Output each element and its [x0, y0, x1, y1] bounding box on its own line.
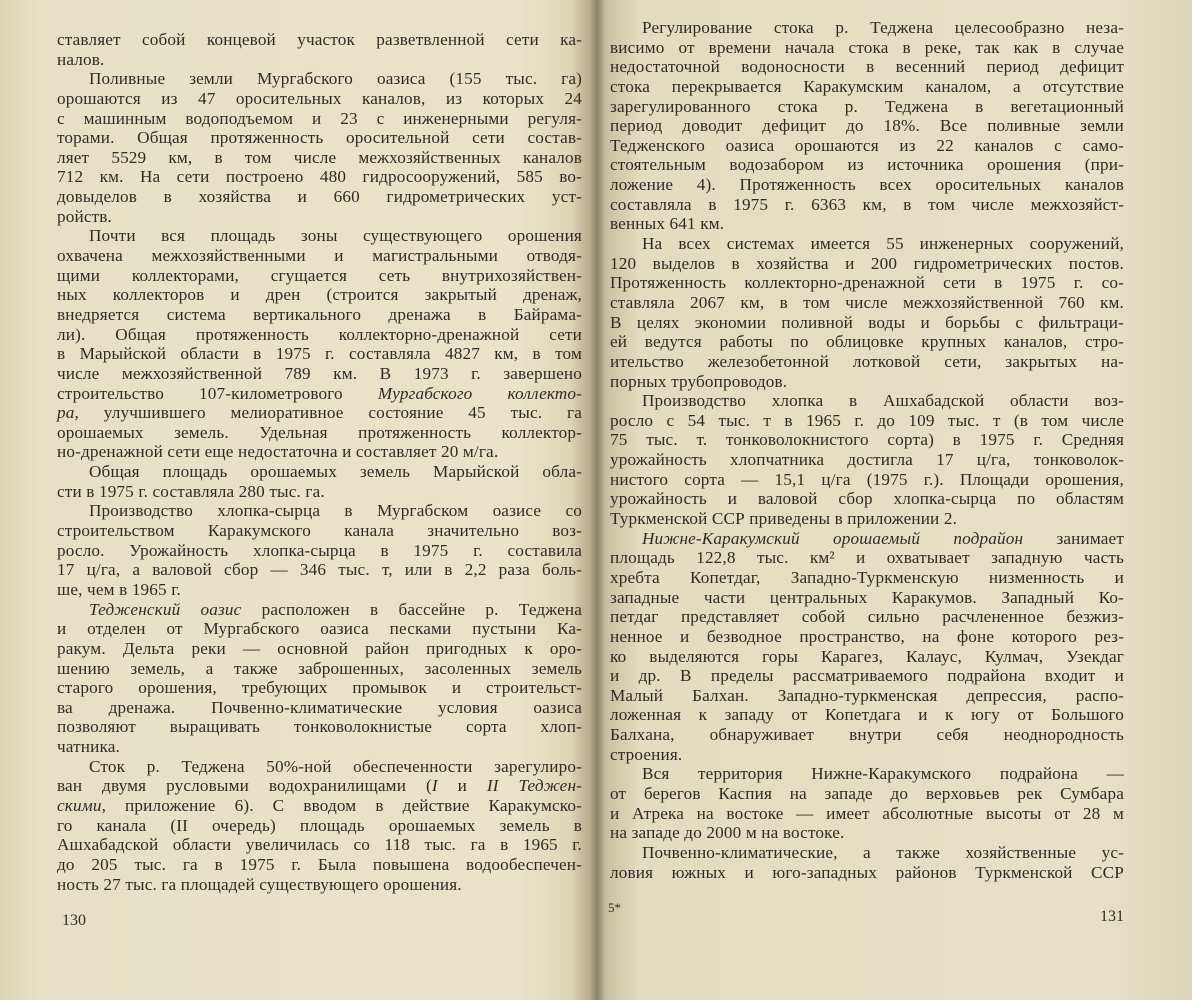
- text-run: орошаемых земель. Удельная протяженность коллектор-: [57, 422, 582, 442]
- paragraph: [57, 226, 582, 462]
- text-run: ловия южных и юго-западных районов Туркменской ССР: [610, 862, 1124, 882]
- text-line: [610, 627, 1124, 647]
- italic-term: Мургабского коллекто-: [377, 383, 582, 403]
- text-line: [610, 254, 1124, 274]
- page-number: 130: [62, 912, 86, 929]
- text-run: Балхана, обнаруживает внутри себя неоднородность: [610, 725, 1124, 745]
- text-line: [57, 796, 582, 816]
- text-line: [57, 207, 582, 227]
- text-run: недостаточной водоносности в весенний период дефицит: [610, 57, 1124, 77]
- text-line: [57, 659, 582, 679]
- text-run: росло с 54 тыс. т в 1965 г. до 109 тыс. т (в том числе: [610, 410, 1124, 430]
- text-run: но-дренажной сети еще недостаточна и составляет 20 м/га.: [57, 442, 499, 462]
- paragraph: [57, 30, 582, 69]
- paragraph: [610, 234, 1124, 391]
- text-line: [57, 737, 582, 757]
- text-line: [610, 784, 1124, 804]
- text-line: [57, 246, 582, 266]
- text-run: сти в 1975 г. составляла 280 тыс. га.: [57, 481, 325, 501]
- text-line: [57, 109, 582, 129]
- text-run: и отделен от Мургабского оазиса песками пустыни Ка-: [57, 619, 582, 639]
- text-run: стоятельным водозабором из источника орошения (при-: [610, 155, 1124, 175]
- text-line: [57, 698, 582, 718]
- text-run: го канала (II очередь) площадь орошаемых земель в: [57, 815, 582, 835]
- text-line: [610, 332, 1124, 352]
- text-line: [57, 423, 582, 443]
- text-run: шению земель, а также заброшенных, засоленных земель: [57, 658, 582, 678]
- text-run: На всех системах имеется 55 инженерных сооружений,: [642, 234, 1124, 254]
- text-line: [610, 666, 1124, 686]
- text-line: [610, 273, 1124, 293]
- italic-term: ра,: [57, 403, 79, 423]
- text-line: [57, 69, 582, 89]
- text-run: ройств.: [57, 206, 112, 226]
- text-line: [57, 50, 582, 70]
- text-line: [610, 116, 1124, 136]
- text-run: ко выделяются горы Карагез, Калаус, Кулмач, Узекдаг: [610, 646, 1124, 666]
- text-line: [57, 285, 582, 305]
- text-run: ительство железобетонной лотковой сети, закрытых на-: [610, 351, 1124, 371]
- text-line: [610, 430, 1124, 450]
- text-line: [57, 482, 582, 502]
- text-line: [57, 30, 582, 50]
- text-run: ляет 5529 км, в том числе межхозяйственных каналов: [57, 147, 582, 167]
- text-line: [57, 717, 582, 737]
- right-page: [610, 0, 1124, 1000]
- text-line: [57, 855, 582, 875]
- text-run: западные части центральных Каракумов. Западный Ко-: [610, 587, 1124, 607]
- text-line: [610, 529, 1124, 549]
- text-line: [610, 77, 1124, 97]
- text-run: 120 выделов в хозяйства и 200 гидрометрических постов.: [610, 253, 1124, 273]
- italic-term: скими,: [57, 795, 107, 815]
- text-line: [57, 875, 582, 895]
- text-run: улучшившего мелиоративное состояние 45 тыс. га: [78, 403, 582, 423]
- text-line: [57, 462, 582, 482]
- text-line: [57, 678, 582, 698]
- text-run: урожайность хлопчатника достигла 17 ц/га, тонковолок-: [610, 450, 1124, 470]
- italic-term: I: [431, 776, 438, 796]
- text-run: Производство хлопка в Ашхабадской области воз-: [642, 391, 1124, 411]
- text-line: [57, 364, 582, 384]
- text-run: площадь 122,8 тыс. км² и охватывает западную часть: [610, 548, 1124, 568]
- paragraph: [57, 757, 582, 894]
- text-line: [610, 155, 1124, 175]
- text-run: В целях экономии поливной воды и борьбы с фильтраци-: [610, 312, 1124, 332]
- text-run: ненное и безводное пространство, на фоне которого рез-: [610, 626, 1124, 646]
- text-line: [57, 305, 582, 325]
- text-run: ван двумя русловыми водохранилищами (: [57, 776, 432, 796]
- text-run: зарегулированного стока р. Теджена в вегетационный: [610, 96, 1124, 116]
- paragraph: [610, 18, 1124, 234]
- text-line: [57, 816, 582, 836]
- text-run: занимает: [1023, 528, 1124, 548]
- text-run: ность 27 тыс. га площадей существующего орошения.: [57, 874, 462, 894]
- text-run: урожайность и валовой сбор хлопка-сырца по областям: [610, 489, 1124, 509]
- text-line: [610, 509, 1124, 529]
- text-run: росло. Урожайность хлопка-сырца в 1975 г. составила: [57, 540, 582, 560]
- text-run: Малый Балхан. Западно-туркменская депрессия, распо-: [610, 685, 1124, 705]
- text-line: [610, 823, 1124, 843]
- text-line: [610, 372, 1124, 392]
- text-run: ли). Общая протяженность коллекторно-дренажной сети: [57, 324, 582, 344]
- italic-term: Нижне-Каракумский орошаемый подрайон: [642, 528, 1024, 548]
- text-run: щими коллекторами, сгущается сеть внутрихозяйствен-: [57, 265, 582, 285]
- text-run: ложение 4). Протяженность всех оросительных каналов: [610, 175, 1124, 195]
- text-run: ше, чем в 1965 г.: [57, 579, 181, 599]
- text-line: [610, 647, 1124, 667]
- text-run: охвачена межхозяйственными и магистральными отводя-: [57, 246, 582, 266]
- text-line: [610, 843, 1124, 863]
- text-run: торами. Общая протяженность оросительной сети состав-: [57, 128, 582, 148]
- text-run: Ашхабадской области увеличилась со 118 тыс. га в 1965 г.: [57, 835, 582, 855]
- text-line: [610, 18, 1124, 38]
- text-run: орошаются из 47 оросительных каналов, из которых 24: [57, 88, 582, 108]
- text-line: [57, 128, 582, 148]
- right-page-text: [610, 18, 1124, 882]
- text-run: позволяют выращивать тонковолокнистые сорта хлоп-: [57, 717, 582, 737]
- text-line: [610, 745, 1124, 765]
- text-run: ей ведутся работы по облицовке крупных каналов, стро-: [610, 332, 1124, 352]
- text-line: [610, 863, 1124, 883]
- text-line: [610, 705, 1124, 725]
- paragraph: [610, 843, 1124, 882]
- text-run: до 205 тыс. га в 1975 г. Была повышена водообеспечен-: [57, 854, 582, 874]
- text-run: 75 тыс. т. тонковолокнистого сорта) в 1975 г. Средняя: [610, 430, 1124, 450]
- text-run: нистого сорта — 15,1 ц/га (1975 г.). Площади орошения,: [610, 469, 1124, 489]
- text-run: ложенная к западу от Копетдага и к югу от Большого: [610, 705, 1124, 725]
- text-run: расположен в бассейне р. Теджена: [241, 599, 582, 619]
- left-page: [57, 0, 582, 1000]
- text-run: ставляет собой концевой участок разветвленной сети ка-: [57, 30, 582, 49]
- text-line: [57, 442, 582, 462]
- text-line: [57, 167, 582, 187]
- text-run: с машинным водоподъемом и 23 с инженерными регуля-: [57, 108, 582, 128]
- text-run: Почти вся площадь зоны существующего орошения: [89, 226, 582, 246]
- text-line: [610, 313, 1124, 333]
- text-run: хребта Копетдаг, Западно-Туркменскую низменность и: [610, 567, 1124, 587]
- text-line: [57, 580, 582, 600]
- text-line: [610, 411, 1124, 431]
- text-run: 712 км. На сети построено 480 гидросооружений, 585 во-: [57, 167, 582, 187]
- paragraph: [57, 69, 582, 226]
- text-line: [610, 686, 1124, 706]
- text-line: [610, 725, 1124, 745]
- text-run: внедряется система вертикального дренажа в Байрама-: [57, 304, 582, 324]
- text-line: [610, 568, 1124, 588]
- text-line: [610, 234, 1124, 254]
- text-line: [57, 757, 582, 777]
- left-page-text: [57, 30, 582, 894]
- text-run: от берегов Каспия на западе до верховьев рек Сумбара: [610, 783, 1124, 803]
- text-line: [57, 384, 582, 404]
- text-line: [57, 560, 582, 580]
- text-line: [57, 619, 582, 639]
- text-line: [610, 607, 1124, 627]
- signature-mark: 5*: [608, 900, 621, 915]
- text-line: [57, 325, 582, 345]
- text-run: ва дренажа. Почвенно-климатические условия оазиса: [57, 697, 582, 717]
- paragraph: [610, 391, 1124, 528]
- text-line: [57, 148, 582, 168]
- paragraph: [57, 501, 582, 599]
- text-run: чатника.: [57, 737, 120, 757]
- text-run: висимо от времени начала стока в реке, так как в случае: [610, 37, 1124, 57]
- text-run: 17 ц/га, а валовой сбор — 346 тыс. т, или в 2,2 раза боль-: [57, 560, 582, 580]
- text-line: [57, 835, 582, 855]
- text-line: [610, 450, 1124, 470]
- text-line: [610, 214, 1124, 234]
- text-run: строительство 107-километрового: [57, 383, 378, 403]
- text-line: [610, 489, 1124, 509]
- text-line: [610, 470, 1124, 490]
- text-line: [610, 175, 1124, 195]
- text-run: Туркменской ССР приведены в приложении 2.: [610, 509, 958, 529]
- text-line: [610, 136, 1124, 156]
- text-line: [57, 226, 582, 246]
- text-line: [610, 352, 1124, 372]
- text-line: [57, 403, 582, 423]
- text-run: довыделов в хозяйства и 660 гидрометрических уст-: [57, 187, 582, 207]
- text-run: ных коллекторов и дрен (строится закрытый дренаж,: [57, 285, 582, 305]
- text-run: порных трубопроводов.: [610, 371, 788, 391]
- text-run: в Марыйской области в 1975 г. составляла 4827 км, в том: [57, 344, 582, 364]
- text-run: и Атрека на востоке — имеет абсолютные высоты от 28 м: [610, 803, 1124, 823]
- text-line: [57, 639, 582, 659]
- text-run: Регулирование стока р. Теджена целесообразно неза-: [642, 18, 1124, 37]
- text-run: Вся территория Нижне-Каракумского подрайона —: [642, 764, 1124, 784]
- italic-term: II Теджен-: [486, 776, 582, 796]
- paragraph: [610, 529, 1124, 765]
- text-run: Поливные земли Мургабского оазиса (155 тыс. га): [89, 69, 582, 89]
- text-run: составляла в 1975 г. 6363 км, в том числе межхозяйст-: [610, 194, 1124, 214]
- text-line: [610, 548, 1124, 568]
- text-run: налов.: [57, 49, 105, 69]
- text-run: период доводит дефицит до 18%. Все поливные земли: [610, 116, 1124, 136]
- text-run: Общая площадь орошаемых земель Марыйской обла-: [89, 462, 582, 482]
- text-run: и: [437, 776, 487, 796]
- text-run: старого орошения, требующих промывок и строительст-: [57, 678, 582, 698]
- text-run: ставляла 2067 км, в том числе межхозяйственной 760 км.: [610, 292, 1124, 312]
- text-line: [610, 764, 1124, 784]
- text-run: венных 641 км.: [610, 214, 725, 234]
- text-run: на западе до 2000 м на востоке.: [610, 823, 845, 843]
- text-line: [610, 57, 1124, 77]
- text-line: [610, 195, 1124, 215]
- text-run: строительством Каракумского канала значительно воз-: [57, 521, 582, 541]
- paragraph: [610, 764, 1124, 843]
- text-run: Производство хлопка-сырца в Мургабском оазисе со: [89, 501, 582, 521]
- text-line: [610, 38, 1124, 58]
- text-run: петдаг представляет собой сильно расчлененное безжиз-: [610, 607, 1124, 627]
- text-run: ракум. Дельта реки — основной район пригодных к оро-: [57, 638, 582, 658]
- text-line: [57, 89, 582, 109]
- text-run: Сток р. Теджена 50%-ной обеспеченности зарегулиро-: [89, 756, 582, 776]
- text-run: Тедженского оазиса орошаются из 22 каналов с само-: [610, 135, 1124, 155]
- text-line: [610, 97, 1124, 117]
- text-line: [57, 521, 582, 541]
- paragraph: [57, 600, 582, 757]
- text-line: [57, 187, 582, 207]
- text-line: [57, 776, 582, 796]
- text-run: Почвенно-климатические, а также хозяйственные ус-: [642, 842, 1124, 862]
- text-run: строения.: [610, 744, 683, 764]
- paragraph: [57, 462, 582, 501]
- text-run: и др. В пределы рассматриваемого подрайона входит и: [610, 666, 1124, 686]
- italic-term: Теджeнский оазис: [89, 599, 242, 619]
- text-run: приложение 6). С вводом в действие Каракумско-: [106, 795, 582, 815]
- text-line: [57, 501, 582, 521]
- text-run: Протяженность коллекторно-дренажной сети в 1975 г. со-: [610, 273, 1124, 293]
- text-run: числе межхозяйственной 789 км. В 1973 г. завершено: [57, 363, 582, 383]
- text-line: [57, 600, 582, 620]
- page-number: 131: [1100, 908, 1124, 925]
- text-line: [57, 541, 582, 561]
- text-line: [610, 804, 1124, 824]
- text-line: [57, 344, 582, 364]
- text-run: стока перекрывается Каракумским каналом, а отсутствие: [610, 76, 1124, 96]
- text-line: [610, 588, 1124, 608]
- text-line: [610, 293, 1124, 313]
- text-line: [610, 391, 1124, 411]
- text-line: [57, 266, 582, 286]
